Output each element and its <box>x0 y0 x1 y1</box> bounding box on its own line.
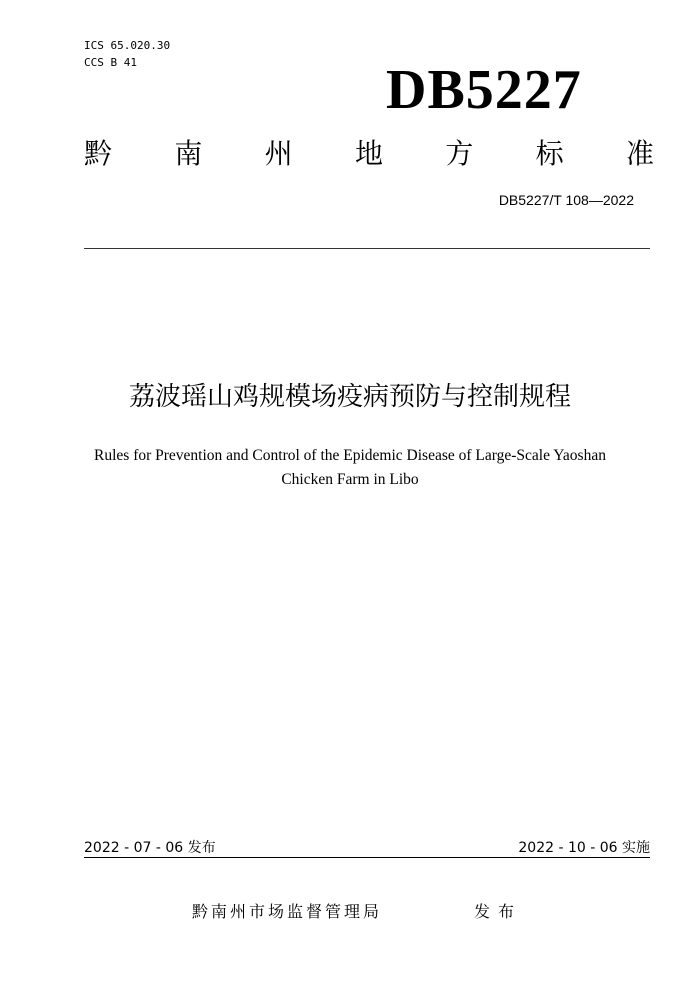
title-chinese: 荔波瑶山鸡规模场疫病预防与控制规程 <box>128 382 571 412</box>
issue-date: 2022 - 07 - 06 发布 <box>84 840 216 856</box>
standard-type-char: 标 <box>535 137 564 170</box>
standard-type-heading <box>84 136 654 172</box>
standard-number: DB5227/T 108—2022 <box>498 192 634 208</box>
title-english-line-1: Rules for Prevention and Control of the Epidemic Disease of Large-Scale Yaoshan <box>94 447 606 464</box>
classification-codes <box>84 37 170 71</box>
standard-type-char: 南 <box>174 137 203 170</box>
implementation-date: 2022 - 10 - 06 实施 <box>518 840 650 856</box>
issuing-action: 发布 <box>474 902 523 921</box>
standard-type-char: 地 <box>354 137 383 170</box>
header-divider <box>84 248 650 249</box>
title-english-line-2: Chicken Farm in Libo <box>281 471 419 488</box>
standard-type-char: 准 <box>625 137 654 170</box>
ics-code: ICS 65.020.30 <box>84 39 171 52</box>
standard-prefix-code: DB5227 <box>386 59 582 121</box>
footer-divider <box>84 857 650 858</box>
ccs-code: CCS B 41 <box>84 56 137 69</box>
standard-type-char: 黔 <box>84 137 113 170</box>
standard-type-char: 方 <box>445 137 474 170</box>
issuing-authority: 黔南州市场监督管理局 <box>192 902 383 921</box>
title-english <box>60 444 640 492</box>
standard-type-char: 州 <box>264 137 293 170</box>
